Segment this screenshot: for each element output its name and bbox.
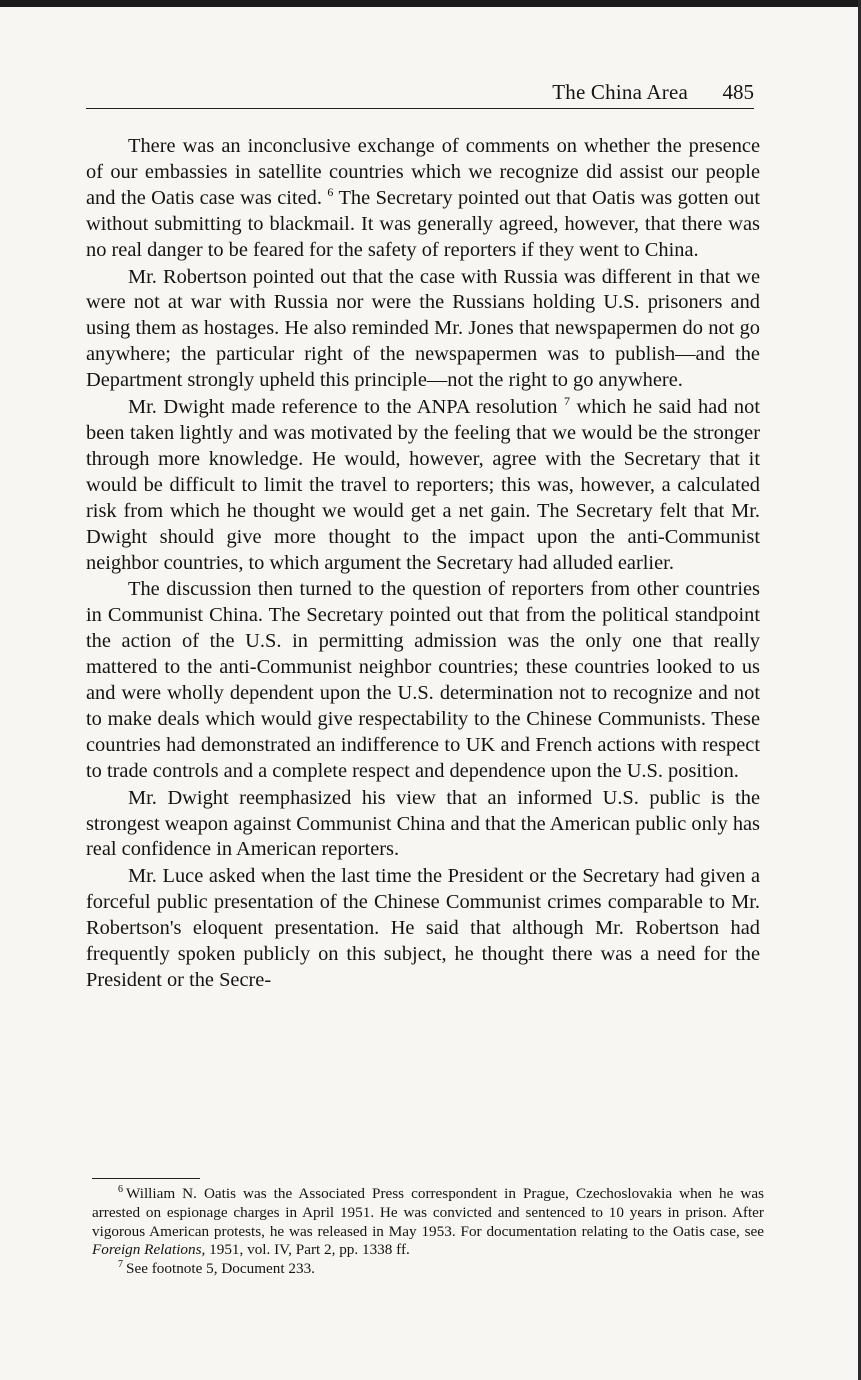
footnote-divider	[92, 1178, 200, 1179]
running-header	[86, 78, 754, 109]
footnote-6-mark: 6	[118, 1183, 123, 1195]
running-title: The China Area	[552, 80, 688, 104]
scan-top-edge	[0, 0, 861, 7]
paragraph-6: Mr. Luce asked when the last time the President or the Secretary had given a forceful public presentation of the Chinese Communist crimes comparable to Mr. Robertson's eloquent presentation. He said that although Mr. Robertson had frequently spoken publicly on this subject, he thought there was a need for the President or the Secre-	[86, 865, 760, 991]
paragraph-2: Mr. Robertson pointed out that the case with Russia was different in that we were not at war with Russia nor were the Russians holding U.S. prisoners and using them as hostages. He also reminded Mr. Jones that newspapermen do not go anywhere; the particular right of the newspapermen was to publish—and the Department strongly upheld this principle—not the right to go anywhere.	[86, 265, 760, 392]
footnote-ref-7[interactable]: 7	[563, 394, 570, 409]
body-text	[86, 134, 760, 995]
footnote-6-source-title: Foreign Relations,	[92, 1241, 206, 1259]
footnote-6-text: William N. Oatis was the Associated Press correspondent in Prague, Czechoslovakia when he was arrested on espionage charges in April 1951. He was convicted and sentenced to 10 years in prison. After vigorous American protests, he was released in May 1953. For documentation relating to the Oatis case, see	[92, 1185, 764, 1240]
paragraph-1	[86, 134, 760, 264]
paragraph-5: Mr. Dwight reemphasized his view that an informed U.S. public is the strongest weapon against Communist China and that the American public only has real confidence in American reporters.	[86, 786, 760, 861]
paragraph-3-text: Mr. Dwight made reference to the ANPA resolution	[128, 396, 558, 419]
footnote-7-mark: 7	[118, 1259, 123, 1271]
footnote-7	[92, 1260, 764, 1279]
footnote-7-text: See footnote 5, Document 233.	[126, 1260, 315, 1278]
footnotes	[92, 1185, 764, 1279]
paragraph-3	[86, 395, 760, 576]
paragraph-4: The discussion then turned to the question of reporters from other countries in Communist China. The Secretary pointed out that from the political standpoint the action of the U.S. in permitting admission was the only one that really mattered to the anti-Communist neighbor countries; these countries looked to us and were wholly dependent upon the U.S. determination not to recognize and not to make deals which would give respectability to the Chinese Communists. These countries had demonstrated an indifference to UK and French actions with respect to trade controls and a complete respect and dependence upon the U.S. position.	[86, 578, 760, 782]
paragraph-3-text-cont: which he said had not been taken lightly and was motivated by the feeling that we would be the stronger through more knowledge. He would, however, agree with the Secretary that it would be difficult to limit the travel to reporters; this was, however, a calculated risk from which he thought we would get a net gain. The Secretary felt that Mr. Dwight should give more thought to the impact upon the anti-Communist neighbor countries, to which argument the Secretary had alluded earlier.	[86, 396, 760, 574]
paragraph-1-text: There was an inconclusive exchange of comments on whether the presence of our embassies in satellite countries which we recognize did assist our people and the Oatis case was cited.	[86, 135, 760, 209]
footnote-ref-6[interactable]: 6	[327, 185, 334, 200]
page-number: 485	[722, 80, 754, 104]
paragraph-1-text-cont: The Secretary pointed out that Oatis was gotten out without submitting to blackmail. It was generally agreed, however, that there was no real danger to be feared for the safety of reporters if they went to China.	[86, 186, 761, 261]
footnote-6	[92, 1185, 764, 1260]
footnote-6-text-cont: 1951, vol. IV, Part 2, pp. 1338 ff.	[205, 1241, 410, 1259]
